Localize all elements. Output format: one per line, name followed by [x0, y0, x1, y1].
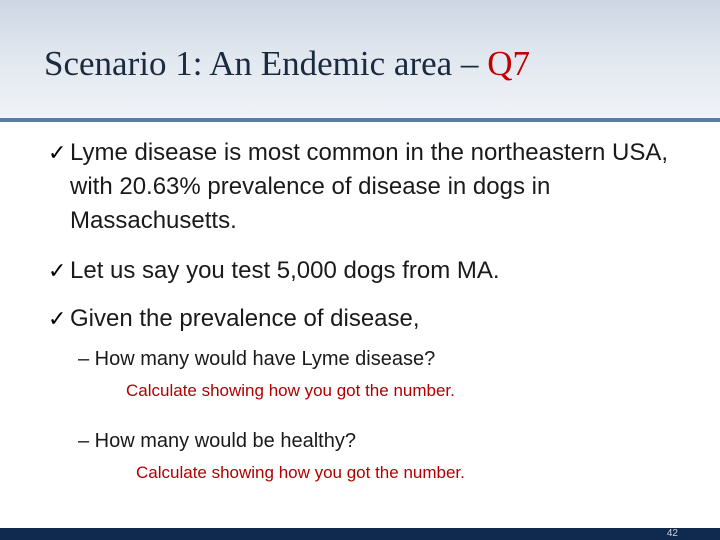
page-number: 42 — [666, 528, 678, 539]
check-icon: ✓ — [48, 258, 67, 283]
bullet-item — [48, 254, 710, 288]
calculation-note: Calculate showing how you got the number. — [126, 381, 455, 400]
bullet-text: Given the prevalence of disease, — [70, 305, 420, 332]
slide-title-accent: Q7 — [487, 44, 530, 83]
bullet-item — [48, 136, 710, 238]
calculation-note: Calculate showing how you got the number. — [136, 463, 465, 482]
check-icon: ✓ — [48, 140, 67, 165]
sub-bullet: – How many would have Lyme disease? — [78, 348, 436, 370]
bullet-text: Let us say you test 5,000 dogs from MA. — [70, 257, 500, 284]
footer-bar — [0, 528, 720, 540]
bullet-item — [48, 302, 710, 336]
bullet-text: Lyme disease is most common in the northeastern USA, with 20.63% prevalence of disease in dogs in Massachusetts. — [70, 139, 669, 234]
check-icon: ✓ — [48, 306, 67, 331]
sub-bullet: – How many would be healthy? — [78, 430, 356, 452]
slide-title-main: Scenario 1: An Endemic area – — [44, 44, 488, 83]
